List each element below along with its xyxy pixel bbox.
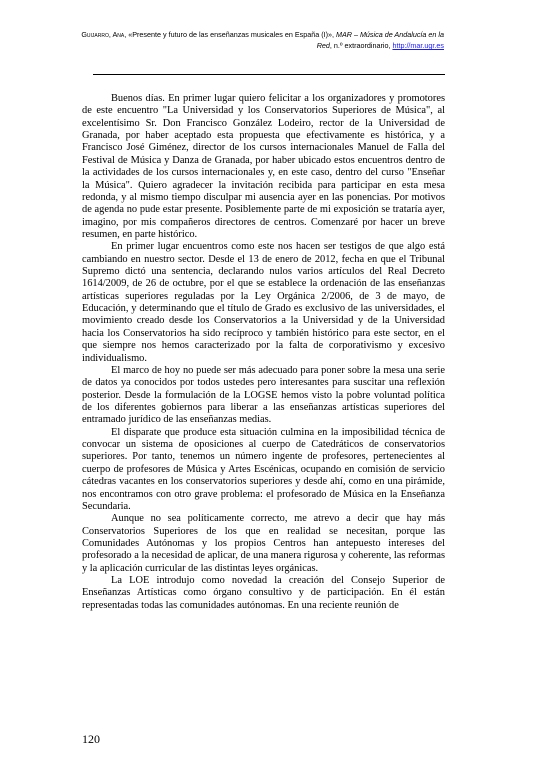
paragraph: Buenos días. En primer lugar quiero felicitar a los organizadores y promotores de este encuentro "La Universidad y los Conservatorios Superiores de Música", al excelentísimo Sr. Don Francisco González Lodeiro, rector de la Universidad de Granada, por haber aceptado esta propuesta que efectivamente es histórica, y a Francisco José Giménez, director de los cursos internacionales Manuel de Falla del Festival de Música y Danza de Granada, por haber ubicado estos encuentros dentro de la actividades de los cursos internacionales y, en este caso, dentro del curso "Enseñar la Música". Quiero agradecer la invitación recibida para participar en esta mesa redonda, y al mismo tiempo disculpar mi ausencia ayer en las ponencias. Por motivos de agenda no pude estar presente. Posiblemente parte de mi exposición se trataría ayer, imagino, por mis compañeros directores de centros. Comenzaré por hacer un breve resumen, en parte histórico. (82, 93, 445, 240)
paragraph: En primer lugar encuentros como este nos hacen ser testigos de que algo está cambiando en nuestro sector. Desde el 13 de enero de 2012, fecha en que el Tribunal Supremo dictó una sentencia, declarando nulos varios artículos del Real Decreto 1614/2009, de 26 de octubre, por el que se establece la ordenación de las enseñanzas artísticas superiores reguladas por la Ley Orgánica 2/2006, de 3 de mayo, de Educación, y determinando que el título de Grado es exclusivo de las universidades, el movimiento creado desde los Conservatorios a la Universidad y de la Universidad hacia los Conservatorios ha sido recíproco y también histórico para este sector, en el que siempre nos hemos caracterizado por la falta de corporativismo y excesivo individualismo. (82, 241, 445, 364)
page-number: 120 (82, 732, 100, 746)
body-text (82, 93, 445, 612)
header-title: «Presente y futuro de las enseñanzas musicales en España (I)», (128, 30, 334, 39)
paragraph: La LOE introdujo como novedad la creación del Consejo Superior de Enseñanzas Artísticas como órgano consultivo y de participación. En él están representadas todas las comunidades autónomas. En una reciente reunión de (82, 575, 445, 611)
paragraph: El marco de hoy no puede ser más adecuado para poner sobre la mesa una serie de datos ya conocidos por todos ustedes pero interesantes para suscitar una reflexión posterior. Desde la formulación de la LOGSE hemos visto la pobre voluntad política de los diferentes gobiernos para liberar a las enseñanzas artísticas superiores del entramado jurídico de las enseñanzas medias. (82, 364, 445, 426)
header-url-link[interactable]: http://mar.ugr.es (392, 41, 444, 50)
paragraph: El disparate que produce esta situación culmina en la imposibilidad técnica de convocar un sistema de oposiciones al cuerpo de Catedráticos de conservatorios superiores. Por tanto, tenemos un número ingente de profesores, pertenecientes al cuerpo de profesores de Música y Artes Escénicas, ocupando en comisión de servicio cátedras vacantes en los conservatorios superiores y desde ahí, como en una pirámide, nos encontramos con otro grave problema: el profesorado de Música en la Enseñanza Secundaria. (82, 426, 445, 512)
header-issue: , n.º extraordinario, (329, 41, 391, 50)
header-author: Guijarro, Ana, (81, 30, 127, 39)
paragraph: Aunque no sea políticamente correcto, me atrevo a decir que hay más Conservatorios Superiores de los que en realidad se necesitan, porque las Comunidades Autónomas y los propios Centros han antepuesto intereses del profesorado a la necesidad de aplicar, de una manera rigurosa y coherente, las reformas y la aplicación curricular de las distintas leyes orgánicas. (82, 513, 445, 574)
header-rule (93, 74, 445, 75)
running-header (80, 29, 444, 51)
header-journal: MAR – Música de Andalucía en la Red (316, 30, 444, 50)
